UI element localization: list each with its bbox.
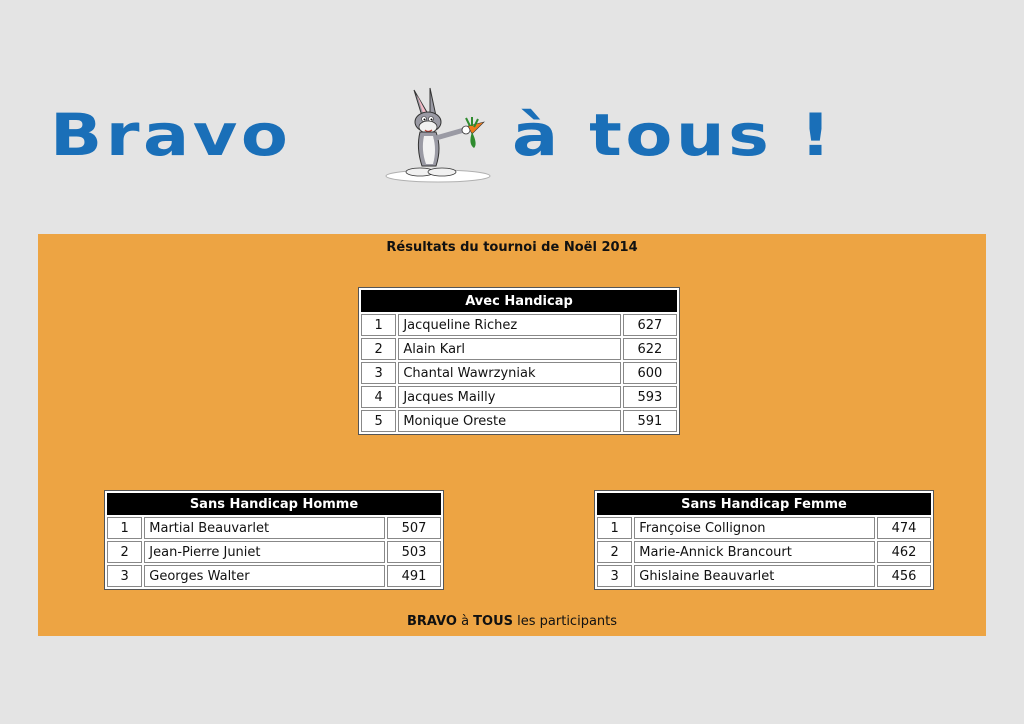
player-name-cell: Georges Walter xyxy=(144,565,385,587)
rank-cell: 3 xyxy=(107,565,142,587)
table-title: Sans Handicap Femme xyxy=(597,493,931,515)
rabbit-with-carrot-icon xyxy=(380,86,500,184)
table-row xyxy=(107,541,441,563)
score-cell: 474 xyxy=(877,517,931,539)
score-cell: 456 xyxy=(877,565,931,587)
rank-cell: 3 xyxy=(361,362,396,384)
rank-cell: 5 xyxy=(361,410,396,432)
rank-cell: 1 xyxy=(597,517,632,539)
table-row xyxy=(361,314,677,336)
score-cell: 462 xyxy=(877,541,931,563)
table-row xyxy=(361,362,677,384)
player-name-cell: Chantal Wawrzyniak xyxy=(398,362,621,384)
footer-a: à xyxy=(456,614,474,629)
player-name-cell: Ghislaine Beauvarlet xyxy=(634,565,875,587)
table-row xyxy=(597,517,931,539)
table-row xyxy=(107,517,441,539)
score-cell: 503 xyxy=(387,541,441,563)
rank-cell: 4 xyxy=(361,386,396,408)
table-sans-handicap-homme xyxy=(104,490,444,590)
player-name-cell: Alain Karl xyxy=(398,338,621,360)
table-title: Sans Handicap Homme xyxy=(107,493,441,515)
score-cell: 591 xyxy=(623,410,677,432)
table-row xyxy=(107,565,441,587)
player-name-cell: Jacques Mailly xyxy=(398,386,621,408)
footer-rest: les participants xyxy=(513,614,618,629)
results-title: Résultats du tournoi de Noël 2014 xyxy=(386,240,638,255)
rank-cell: 2 xyxy=(361,338,396,360)
table-row xyxy=(361,410,677,432)
rank-cell: 3 xyxy=(597,565,632,587)
rank-cell: 2 xyxy=(597,541,632,563)
score-cell: 627 xyxy=(623,314,677,336)
banner-word-bravo: Bravo xyxy=(50,101,292,169)
banner xyxy=(0,80,1024,190)
table-title: Avec Handicap xyxy=(361,290,677,312)
results-panel xyxy=(38,234,986,636)
score-cell: 622 xyxy=(623,338,677,360)
player-name-cell: Monique Oreste xyxy=(398,410,621,432)
footer-bravo: BRAVO xyxy=(406,614,457,629)
player-name-cell: Jacqueline Richez xyxy=(398,314,621,336)
rank-cell: 2 xyxy=(107,541,142,563)
score-cell: 593 xyxy=(623,386,677,408)
score-cell: 507 xyxy=(387,517,441,539)
footer-message xyxy=(38,614,986,629)
table-row xyxy=(597,565,931,587)
table-row xyxy=(361,386,677,408)
player-name-cell: Marie-Annick Brancourt xyxy=(634,541,875,563)
table-sans-handicap-femme xyxy=(594,490,934,590)
table-row xyxy=(597,541,931,563)
rank-cell: 1 xyxy=(361,314,396,336)
score-cell: 600 xyxy=(623,362,677,384)
table-avec-handicap xyxy=(358,287,680,435)
player-name-cell: Françoise Collignon xyxy=(634,517,875,539)
score-cell: 491 xyxy=(387,565,441,587)
player-name-cell: Jean-Pierre Juniet xyxy=(144,541,385,563)
footer-tous: TOUS xyxy=(473,614,514,629)
player-name-cell: Martial Beauvarlet xyxy=(144,517,385,539)
rank-cell: 1 xyxy=(107,517,142,539)
banner-word-a-tous: à tous ! xyxy=(512,101,835,169)
table-row xyxy=(361,338,677,360)
